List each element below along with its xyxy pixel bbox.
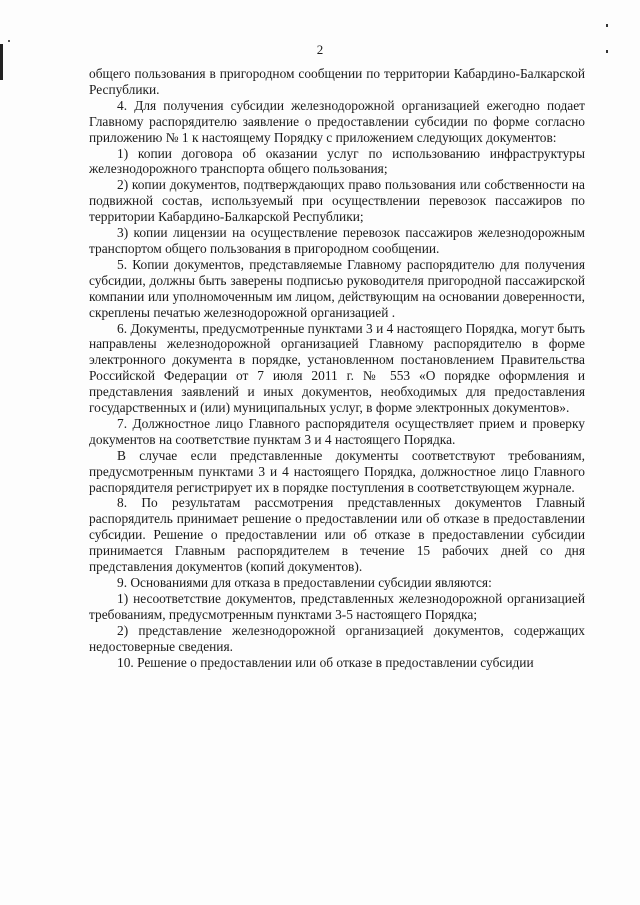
paragraph-item-5: 5. Копии документов, представляемые Главному распорядителю для получения субсидии, должны быть заверены подписью руководителя пригородной пассажирской компании или уполномоченным им лицом, действующим на основании доверенности, скреплены печатью железнодорожной организацией . (89, 256, 585, 320)
page-number: 2 (316, 42, 324, 57)
paragraph-continuation: общего пользования в пригородном сообщении по территории Кабардино-Балкарской Республики. (89, 66, 585, 97)
paragraph-item-4: 4. Для получения субсидии железнодорожной организацией ежегодно подает Главному распорядителю заявление о предоставлении субсидии по форме согласно приложению № 1 к настоящему Порядку с приложением следующих документов: (89, 97, 585, 145)
paragraph-item-7: 7. Должностное лицо Главного распорядителя осуществляет прием и проверку документов на соответствие пунктам 3 и 4 настоящего Порядка. (89, 415, 585, 447)
subitem-4-2: 2) копии документов, подтверждающих право пользования или собственности на подвижной состав, используемый при осуществлении перевозок пассажиров по территории Кабардино-Балкарской Республики; (89, 177, 585, 225)
document-body (89, 66, 585, 670)
paragraph-item-10: 10. Решение о предоставлении или об отказе в предоставлении субсидии (117, 654, 534, 670)
paragraph-item-7-cont: В случае если представленные документы соответствуют требованиям, предусмотренным пунктами 3 и 4 настоящего Порядка, должностное лицо Главного распорядителя регистрирует их в порядке поступления в соответствующем журнале. (89, 447, 585, 495)
paragraph-item-6: 6. Документы, предусмотренные пунктами 3 и 4 настоящего Порядка, могут быть направлены железнодорожной организацией Главному распорядителю в форме электронного документа в порядке, установленном постановлением Правительства Российской Федерации от 7 июля 2011 г. № 553 «О порядке оформления и представления заявлений и иных документов, необходимых для предоставления государственных и (или) муниципальных услуг, в форме электронных документов». (89, 320, 585, 416)
scan-speck (606, 24, 608, 27)
paragraph-item-8: 8. По результатам рассмотрения представленных документов Главный распорядитель принимает решение о предоставлении или об отказе в предоставлении субсидии. Решение о предоставлении или об отказе в предоставлении субсидии принимается Главным распорядителем в течение 15 рабочих дней со дня представления документов (копий документов). (89, 495, 585, 575)
subitem-4-1: 1) копии договора об оказании услуг по использованию инфраструктуры железнодорожного транспорта общего пользования; (89, 145, 585, 177)
paragraph-item-9: 9. Основаниями для отказа в предоставлении субсидии являются: (117, 575, 492, 590)
subitem-9-2: 2) представление железнодорожной организацией документов, содержащих недостоверные сведения. (89, 622, 585, 654)
subitem-4-3: 3) копии лицензии на осуществление перевозок пассажиров железнодорожным транспортом общего пользования в пригородном сообщении. (89, 225, 585, 256)
subitem-9-1: 1) несоответствие документов, представленных железнодорожной организацией требованиям, предусмотренным пунктами 3-5 настоящего Порядка; (89, 590, 585, 622)
